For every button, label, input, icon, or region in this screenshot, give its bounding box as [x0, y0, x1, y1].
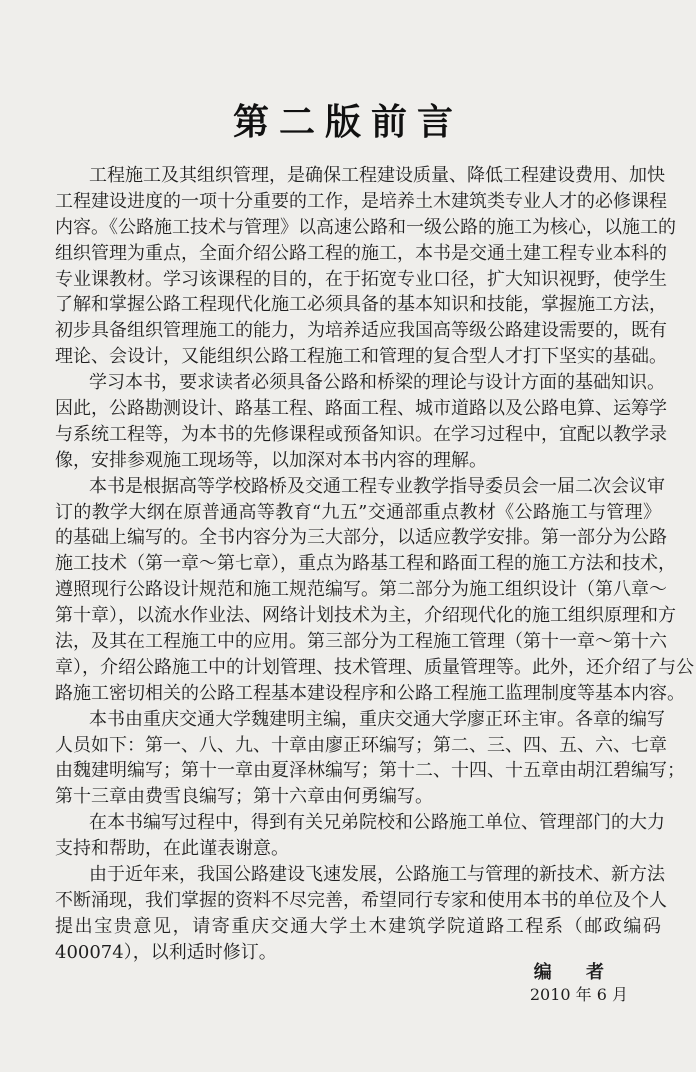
text-line: 与系统工程等，为本书的先修课程或预备知识。在学习过程中，宜配以教学录: [55, 423, 667, 445]
paragraph: [55, 163, 676, 370]
text-line: 遵照现行公路设计规范和施工规范编写。第二部分为施工组织设计（第八章～: [55, 579, 667, 601]
text-line: 专业课教材。学习该课程的目的，在于拓宽专业口径，扩大知识视野，使学生: [55, 268, 667, 290]
text-line: 组织管理为重点，全面介绍公路工程的施工，本书是交通土建工程专业本科的: [55, 242, 667, 264]
text-line: 路施工密切相关的公路工程基本建设程序和公路工程施工监理制度等基本内容。: [55, 682, 685, 704]
text-line: 学习本书，要求读者必须具备公路和桥梁的理论与设计方面的基础知识。: [89, 372, 665, 394]
text-line: 在本书编写过程中，得到有关兄弟院校和公路施工单位、管理部门的大力: [89, 812, 665, 834]
text-line: 不断涌现，我们掌握的资料不尽完善，希望同行专家和使用本书的单位及个人: [55, 889, 667, 911]
preface-body: [55, 163, 694, 966]
text-line: 人员如下：第一、八、九、十章由廖正环编写；第二、三、四、五、六、七章: [55, 734, 667, 756]
text-line: 理论、会设计，又能组织公路工程施工和管理的复合型人才打下坚实的基础。: [55, 346, 667, 368]
paragraph: [55, 370, 667, 474]
text-line: 第十三章由费雪良编写；第十六章由何勇编写。: [55, 786, 433, 808]
text-line: 支持和帮助，在此谨表谢意。: [55, 838, 289, 860]
text-line: 内容。《公路施工技术与管理》以高速公路和一级公路的施工为核心，以施工的: [55, 216, 676, 238]
text-line: 工程建设进度的一项十分重要的工作，是培养土木建筑类专业人才的必修课程: [55, 190, 667, 212]
text-line: 提出宝贵意见，请寄重庆交通大学土木建筑学院道路工程系（邮政编码: [55, 915, 661, 937]
paragraph: [55, 862, 667, 966]
text-line: 由于近年来，我国公路建设飞速发展，公路施工与管理的新技术、新方法: [89, 864, 665, 886]
author-signature: 编 者: [533, 962, 618, 983]
text-line: 因此，公路勘测设计、路基工程、路面工程、城市道路以及公路电算、运筹学: [55, 398, 667, 420]
signature-date: 2010 年 6 月: [529, 985, 628, 1004]
page-title: 第二版前言: [232, 101, 463, 143]
paragraph: [55, 474, 694, 707]
text-line: 的基础上编写的。全书内容分为三大部分，以适应教学安排。第一部分为公路: [55, 527, 667, 549]
text-line: 工程施工及其组织管理，是确保工程建设质量、降低工程建设费用、加快: [89, 165, 665, 186]
text-line: 400074），以利适时修订。: [55, 941, 277, 963]
text-line: 由魏建明编写；第十一章由夏泽林编写；第十二、十四、十五章由胡江碧编写；: [55, 760, 685, 782]
text-line: 本书由重庆交通大学魏建明主编，重庆交通大学廖正环主审。各章的编写: [89, 708, 665, 730]
paragraph: [55, 707, 685, 811]
text-line: 订的教学大纲在原普通高等教育“九五”交通部重点教材《公路施工与管理》: [55, 501, 661, 523]
text-line: 第十章），以流水作业法、网络计划技术为主，介绍现代化的施工组织原理和方: [55, 605, 676, 627]
text-line: 章），介绍公路施工中的计划管理、技术管理、质量管理等。此外，还介绍了与公: [55, 656, 694, 678]
text-line: 法，及其在工程施工中的应用。第三部分为工程施工管理（第十一章～第十六: [55, 631, 667, 653]
paragraph: [55, 810, 665, 862]
text-line: 本书是根据高等学校路桥及交通工程专业教学指导委员会一届二次会议审: [89, 475, 665, 497]
text-line: 了解和掌握公路工程现代化施工必须具备的基本知识和技能，掌握施工方法，: [55, 294, 667, 316]
text-line: 像，安排参观施工现场等，以加深对本书内容的理解。: [55, 449, 487, 471]
text-line: 施工技术（第一章～第七章），重点为路基工程和路面工程的施工方法和技术，: [55, 553, 676, 575]
text-line: 初步具备组织管理施工的能力，为培养适应我国高等级公路建设需要的，既有: [55, 320, 667, 342]
